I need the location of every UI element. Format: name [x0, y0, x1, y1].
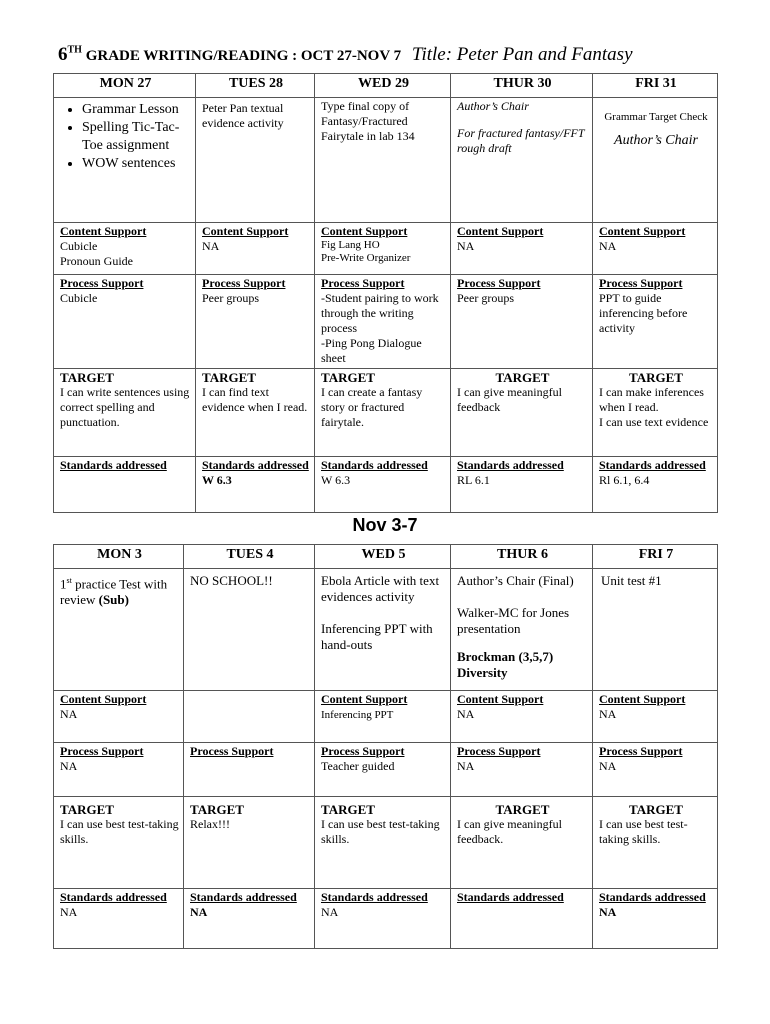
fri-activity-line: Author’s Chair [614, 133, 698, 148]
grade-superscript: TH [67, 44, 82, 56]
process-support-value: NA [599, 759, 617, 773]
standards-value: NA [599, 905, 617, 919]
target-label: TARGET [495, 802, 550, 817]
week2-header-wed: WED 5 [315, 545, 451, 569]
week1-wed-activity: Type final copy of Fantasy/Fractured Fairytale in lab 134 [315, 98, 451, 223]
week1-fri-process [593, 275, 718, 369]
week1-wed-process [315, 275, 451, 369]
content-support-label: Content Support [457, 692, 544, 706]
week2-wed-target [315, 797, 451, 889]
week1-table [53, 73, 718, 513]
week1-tue-standards [196, 457, 315, 513]
target-text: Relax!!! [190, 817, 230, 831]
week2-wed-standards [315, 889, 451, 949]
content-support-label: Content Support [60, 692, 147, 706]
week2-thu-content [451, 691, 593, 743]
content-support-label: Content Support [599, 224, 686, 238]
standards-label: Standards addressed [599, 458, 706, 472]
process-support-value: Teacher guided [321, 759, 395, 773]
week2-content-row [54, 691, 718, 743]
process-support-label: Process Support [599, 744, 683, 758]
thu-activity-line: Author’s Chair [457, 99, 529, 113]
week1-header-tue: TUES 28 [196, 74, 315, 98]
week1-content-row [54, 223, 718, 275]
week2-thu-process [451, 743, 593, 797]
standards-value: NA [60, 905, 78, 919]
week2-header-mon: MON 3 [54, 545, 184, 569]
week2-standards-row [54, 889, 718, 949]
week1-header-row [54, 74, 718, 98]
process-support-label: Process Support [599, 276, 683, 290]
target-text: I can find text evidence when I read. [202, 385, 308, 414]
target-label: TARGET [321, 370, 375, 385]
week2-mon-standards [54, 889, 184, 949]
process-support-label: Process Support [190, 744, 274, 758]
week2-header-thu: THUR 6 [451, 545, 593, 569]
week2-thu-standards [451, 889, 593, 949]
thu-activity-line: Brockman (3,5,7) Diversity [457, 649, 554, 680]
week2-table [53, 544, 718, 949]
content-support-value: Cubicle Pronoun Guide [60, 239, 133, 268]
standards-value: W 6.3 [321, 473, 351, 487]
grade-number: 6 [58, 44, 68, 65]
week1-thu-target [451, 369, 593, 457]
week1-mon-standards [54, 457, 196, 513]
wed-activity-line: Inferencing PPT with hand-outs [321, 621, 433, 652]
week2-wed-activity [315, 569, 451, 691]
content-support-label: Content Support [321, 224, 408, 238]
week1-fri-standards [593, 457, 718, 513]
week1-tue-content [196, 223, 315, 275]
process-support-label: Process Support [60, 276, 144, 290]
week2-wed-process [315, 743, 451, 797]
content-support-label: Content Support [457, 224, 544, 238]
week2-tue-standards [184, 889, 315, 949]
target-label: TARGET [495, 370, 550, 385]
process-support-value: Peer groups [202, 291, 259, 305]
standards-label: Standards addressed [190, 890, 297, 904]
week2-header-fri: FRI 7 [593, 545, 718, 569]
week2-activity-row [54, 569, 718, 691]
target-text: I can use best test-taking skills. [599, 817, 688, 846]
process-support-value: PPT to guide inferencing before activity [599, 291, 688, 335]
target-label: TARGET [202, 370, 256, 385]
list-item: • Spelling Tic-Tac-Toe assignment [82, 119, 191, 155]
target-text: I can use best test-taking skills. [321, 817, 440, 846]
week2-target-row [54, 797, 718, 889]
target-label: TARGET [629, 802, 683, 817]
week2-tue-activity: NO SCHOOL!! [184, 569, 315, 691]
thu-activity-line: For fractured fantasy/FFT rough draft [457, 126, 585, 155]
target-text: I can give meaningful feedback. [457, 817, 562, 846]
list-item: • WOW sentences [82, 155, 191, 173]
standards-label: Standards addressed [60, 458, 167, 472]
week1-thu-process [451, 275, 593, 369]
activity-text: 1 [60, 576, 67, 592]
process-support-value: Cubicle [60, 291, 98, 305]
target-text: I can give meaningful feedback [457, 385, 562, 414]
week1-thu-standards [451, 457, 593, 513]
process-support-label: Process Support [60, 744, 144, 758]
target-label: TARGET [321, 802, 375, 817]
activity-text: practice Test with review [60, 576, 168, 608]
process-support-label: Process Support [321, 744, 405, 758]
week1-header-thu: THUR 30 [451, 74, 593, 98]
thu-activity-line: Author’s Chair (Final) [457, 573, 574, 588]
content-support-value: Fig Lang HO Pre-Write Organizer [321, 239, 411, 264]
week1-mon-process [54, 275, 196, 369]
week2-tue-process [184, 743, 315, 797]
process-support-label: Process Support [321, 276, 405, 290]
standards-value: Rl 6.1, 6.4 [599, 473, 650, 487]
standards-value: NA [321, 905, 339, 919]
week2-fri-activity: Unit test #1 [593, 569, 718, 691]
content-support-label: Content Support [60, 224, 147, 238]
week2-thu-target [451, 797, 593, 889]
page-title [58, 44, 633, 66]
content-support-value: NA [457, 707, 475, 721]
process-support-value: -Student pairing to work through the writing process -Ping Pong Dialogue sheet [321, 291, 439, 365]
week2-header-tue: TUES 4 [184, 545, 315, 569]
week2-mon-activity [54, 569, 184, 691]
target-label: TARGET [60, 370, 114, 385]
standards-label: Standards addressed [321, 890, 428, 904]
week1-target-row [54, 369, 718, 457]
content-support-label: Content Support [321, 692, 408, 706]
week1-header-wed: WED 29 [315, 74, 451, 98]
thu-activity-line: Walker-MC for Jones presentation [457, 605, 570, 636]
week1-wed-content [315, 223, 451, 275]
target-text: I can use best test-taking skills. [60, 817, 179, 846]
week1-tue-process [196, 275, 315, 369]
content-support-label: Content Support [202, 224, 289, 238]
week2-fri-process [593, 743, 718, 797]
standards-label: Standards addressed [202, 458, 309, 472]
week2-header-row [54, 545, 718, 569]
target-text: I can write sentences using correct spelling and punctuation. [60, 385, 190, 429]
activity-text: (Sub) [98, 592, 129, 608]
standards-value: W 6.3 [202, 473, 232, 487]
list-item: • Grammar Lesson [82, 101, 191, 119]
content-support-label: Content Support [599, 692, 686, 706]
standards-label: Standards addressed [457, 890, 564, 904]
content-support-value: NA [457, 239, 475, 253]
week1-standards-row [54, 457, 718, 513]
week1-thu-content [451, 223, 593, 275]
week2-wed-content [315, 691, 451, 743]
week1-fri-content [593, 223, 718, 275]
week2-tue-content [184, 691, 315, 743]
process-support-value: Peer groups [457, 291, 514, 305]
activity-superscript: st [66, 576, 72, 585]
week1-activity-row [54, 98, 718, 223]
week2-mon-target [54, 797, 184, 889]
process-support-label: Process Support [202, 276, 286, 290]
content-support-value: NA [599, 239, 617, 253]
week1-thu-activity [451, 98, 593, 223]
standards-value: NA [190, 905, 208, 919]
week1-fri-target [593, 369, 718, 457]
week2-process-row [54, 743, 718, 797]
standards-value: RL 6.1 [457, 473, 490, 487]
week1-header-mon: MON 27 [54, 74, 196, 98]
week2-fri-content [593, 691, 718, 743]
fri-activity-line: Grammar Target Check [604, 111, 708, 123]
week1-fri-activity [593, 98, 718, 223]
week1-header-fri: FRI 31 [593, 74, 718, 98]
target-text: I can make inferences when I read. I can use text evidence [599, 385, 709, 429]
content-support-value: NA [599, 707, 617, 721]
standards-label: Standards addressed [60, 890, 167, 904]
week1-wed-target [315, 369, 451, 457]
process-support-value: NA [60, 759, 78, 773]
week2-title: Nov 3-7 [352, 515, 418, 535]
standards-label: Standards addressed [457, 458, 564, 472]
week1-mon-activity [54, 98, 196, 223]
process-support-label: Process Support [457, 276, 541, 290]
week1-mon-content [54, 223, 196, 275]
standards-label: Standards addressed [321, 458, 428, 472]
process-support-label: Process Support [457, 744, 541, 758]
content-support-value: NA [202, 239, 220, 253]
week2-fri-standards [593, 889, 718, 949]
process-support-value: NA [457, 759, 475, 773]
standards-label: Standards addressed [599, 890, 706, 904]
week2-fri-target [593, 797, 718, 889]
content-support-value: Inferencing PPT [321, 709, 394, 721]
week1-wed-standards [315, 457, 451, 513]
title-main: GRADE WRITING/READING : OCT 27-NOV 7 [81, 48, 402, 64]
week1-process-row [54, 275, 718, 369]
target-label: TARGET [60, 802, 114, 817]
week2-mon-process [54, 743, 184, 797]
wed-activity-line: Ebola Article with text evidences activity [321, 573, 440, 604]
target-text: I can create a fantasy story or fractured fairytale. [321, 385, 423, 429]
title-subtitle: Title: Peter Pan and Fantasy [411, 44, 633, 65]
week2-mon-content [54, 691, 184, 743]
week1-tue-target [196, 369, 315, 457]
target-label: TARGET [190, 802, 244, 817]
week2-tue-target [184, 797, 315, 889]
week2-thu-activity [451, 569, 593, 691]
target-label: TARGET [629, 370, 683, 385]
week1-mon-target [54, 369, 196, 457]
week1-tue-activity: Peter Pan textual evidence activity [196, 98, 315, 223]
content-support-value: NA [60, 707, 78, 721]
